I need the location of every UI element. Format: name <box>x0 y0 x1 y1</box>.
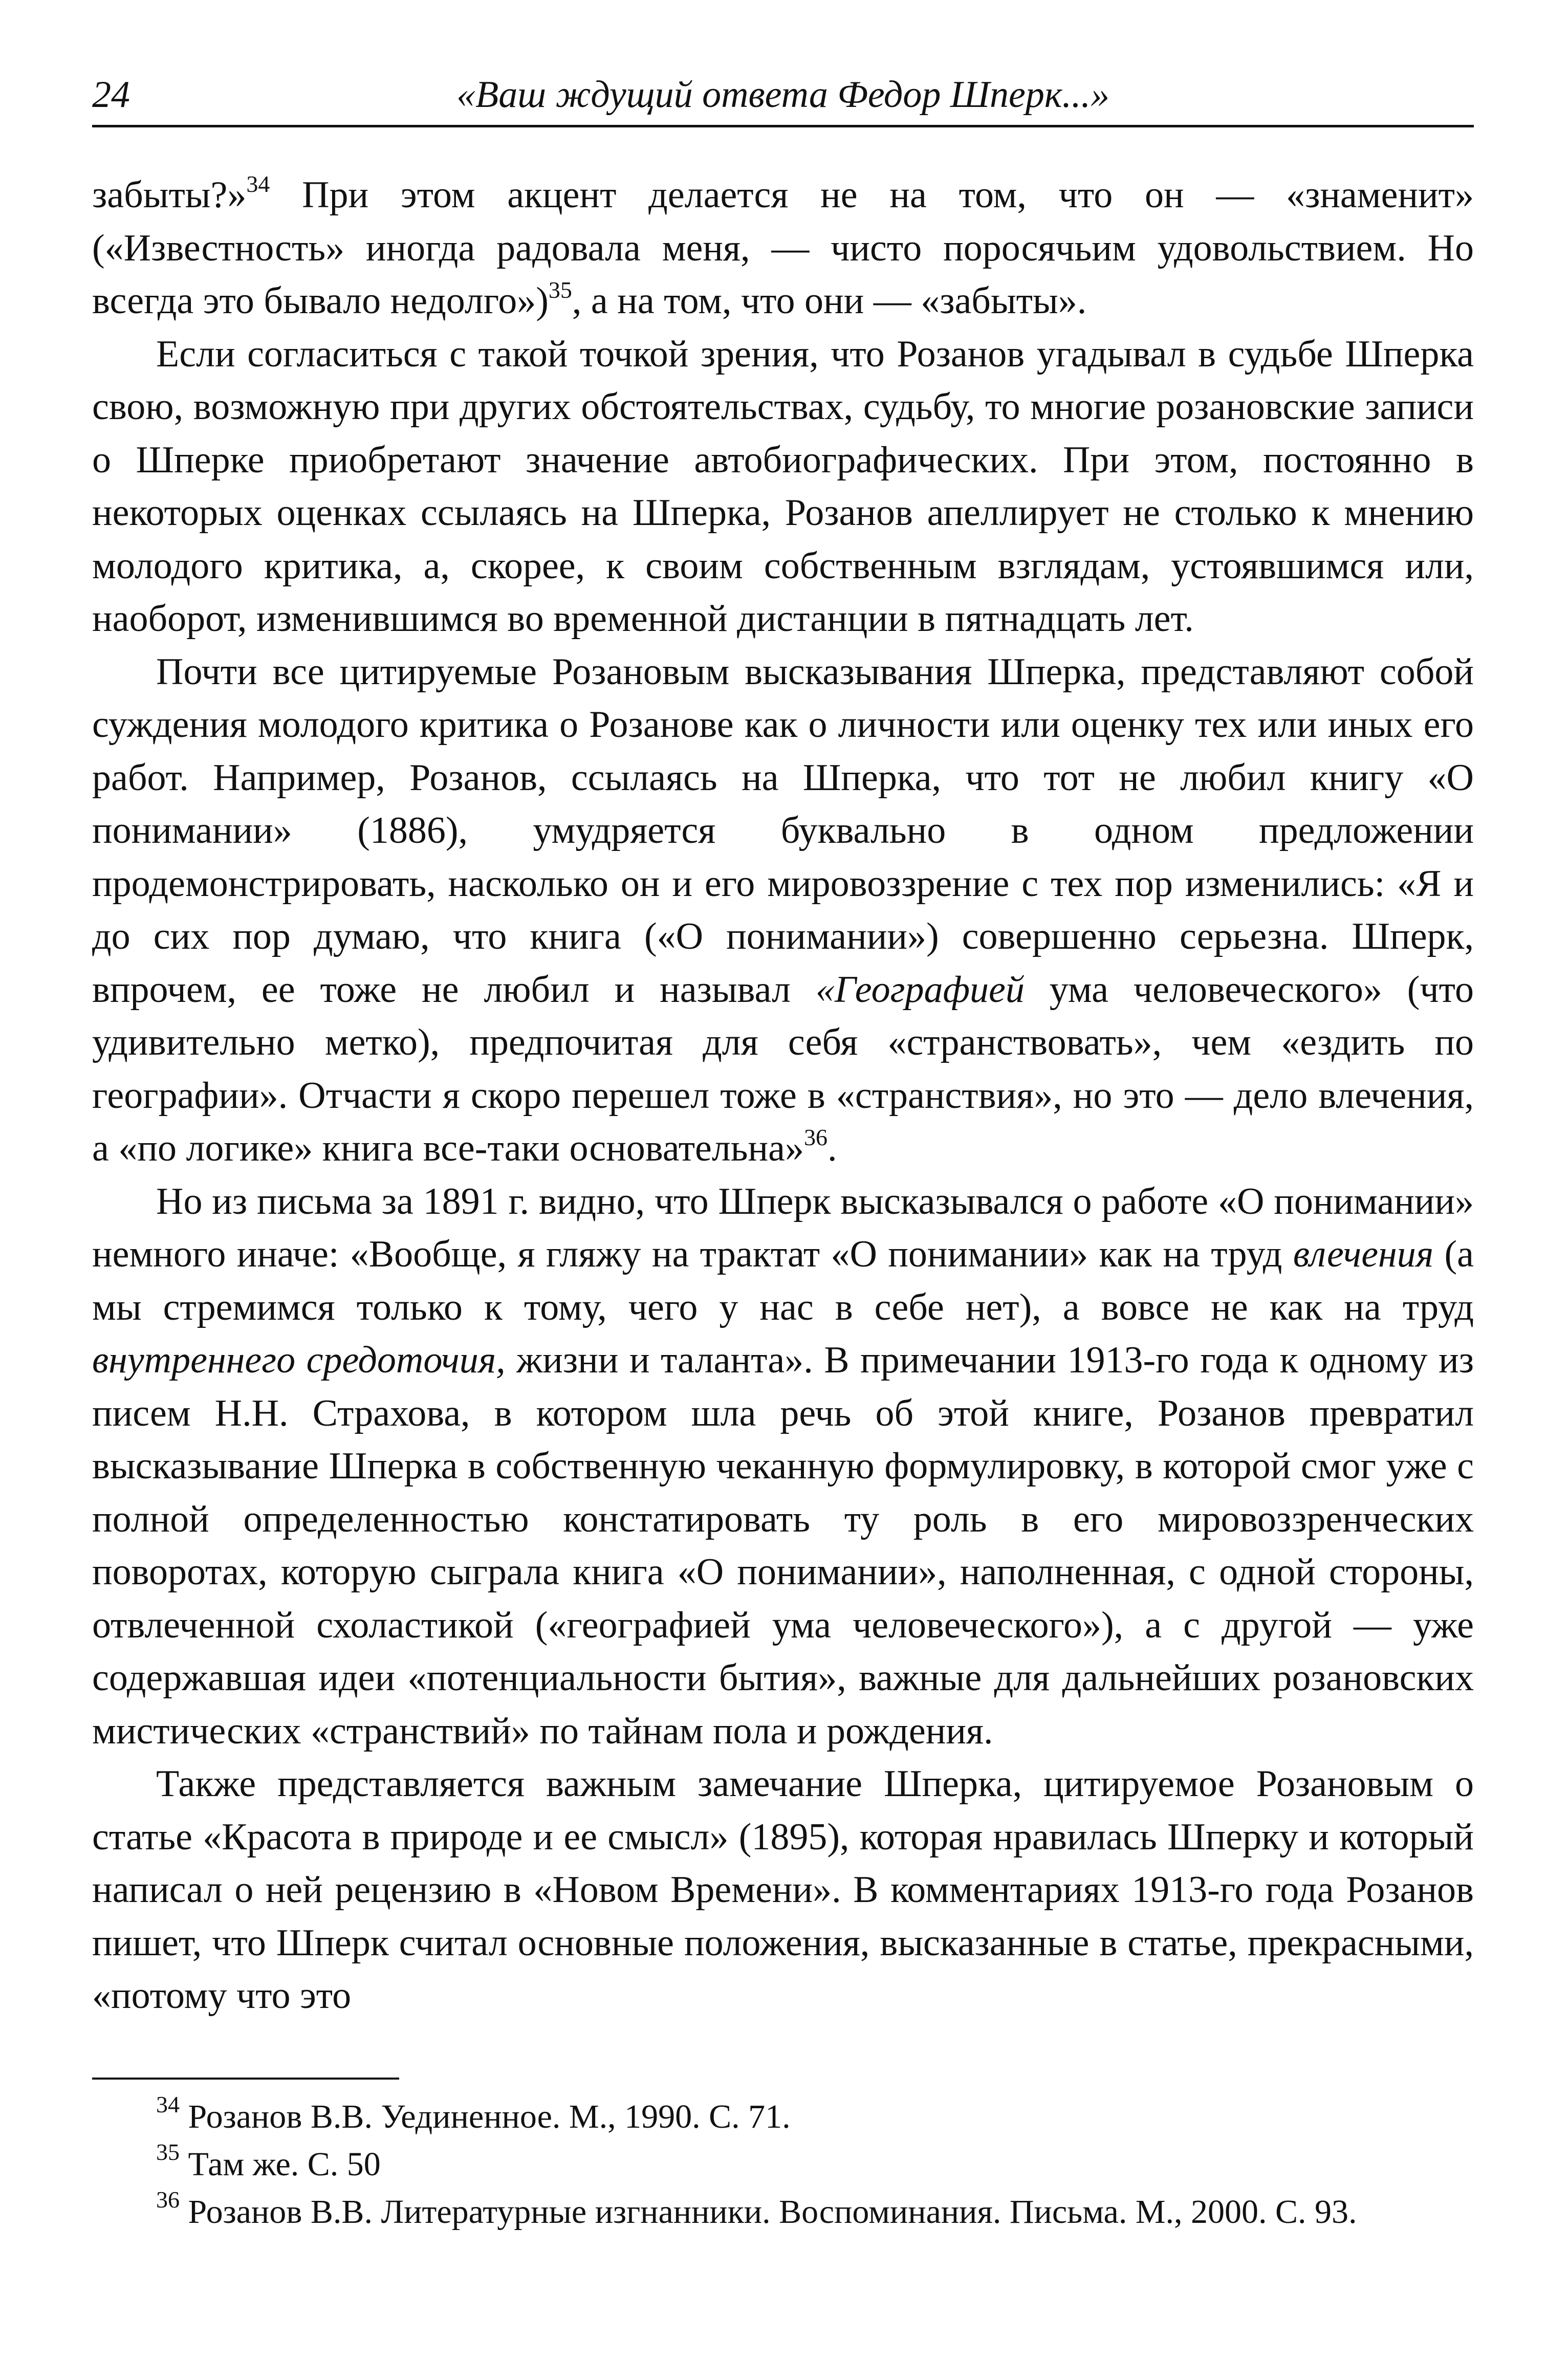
paragraph-4-text-c: жизни и таланта». В примечании 1913-го года к одному из писем Н.Н. Страхова, в котором шла речь об этой книге, Розанов превратил высказывание Шперка в собственную чеканную формулировку, в которой смог уже с полной определенностью констатировать ту роль в его мировоззренческих поворотах, которую сыграла книга «О понимании», наполненная, с одной стороны, отвлеченной схоластикой («географией ума человеческого»), а с другой — уже содержавшая идеи «потенциальности бытия», важные для дальнейших розановских мистических «странствий» по тайнам пола и рождения. <box>92 1339 1474 1752</box>
paragraph-4-italic-1: влечения <box>1293 1233 1434 1275</box>
footnote-rule <box>92 2078 399 2080</box>
footnote-number: 34 <box>156 2091 180 2117</box>
footnote-34 <box>92 2093 1474 2140</box>
paragraph-3-text-c: . <box>827 1127 837 1169</box>
header-rule <box>92 125 1474 127</box>
footnote-text: Там же. С. 50 <box>180 2146 381 2183</box>
footnote-number: 36 <box>156 2187 180 2213</box>
footnote-35 <box>92 2140 1474 2188</box>
paragraph-4 <box>92 1175 1474 1758</box>
footnote-36 <box>92 2188 1474 2236</box>
footnote-ref-35: 35 <box>548 277 572 303</box>
footnote-number: 35 <box>156 2139 180 2165</box>
paragraph-1-text-b: При этом акцент делается не на том, что он — «знаменит» («Известность» иногда радовала меня, — чисто поросячьим удовольствием. Но всегда это бывало недолго») <box>92 174 1474 322</box>
footnote-ref-36: 36 <box>804 1124 828 1150</box>
running-head <box>92 67 1474 123</box>
body-text <box>92 169 1474 2023</box>
paragraph-5: Также представляется важным замечание Шперка, цитируемое Розановым о статье «Красота в природе и ее смысл» (1895), которая нравилась Шперку и который написал о ней рецензию в «Новом Времени». В комментариях 1913-го года Розанов пишет, что Шперк считал основные положения, высказанные в статье, прекрасными, «потому что это <box>92 1763 1474 2017</box>
paragraph-4-text-b: (а мы стремимся только к тому, чего у нас в себе нет), а вовсе не как на труд <box>92 1233 1474 1328</box>
page-number: 24 <box>92 74 130 116</box>
footnote-ref-34: 34 <box>246 171 270 197</box>
footnotes <box>92 2093 1474 2236</box>
paragraph-1-text-c: , а на том, что они — «забыты». <box>572 280 1087 322</box>
paragraph-3-text-b: ума человеческого» (что удивительно метко), предпочитая для себя «странствовать», чем «ездить по географии». Отчасти я скоро перешел тоже в «странствия», но это — дело влечения, а «по логике» книга все-таки основательна» <box>92 968 1474 1169</box>
paragraph-4-text-a: Но из письма за 1891 г. видно, что Шперк высказывался о работе «О понимании» немного иначе: «Вообще, я гляжу на трактат «О понимании» как на труд <box>92 1180 1474 1275</box>
footnote-text: Розанов В.В. Уединенное. М., 1990. С. 71. <box>180 2098 791 2135</box>
footnote-text: Розанов В.В. Литературные изгнанники. Воспоминания. Письма. М., 2000. С. 93. <box>180 2193 1357 2231</box>
paragraph-3-text-a: Почти все цитируемые Розановым высказывания Шперка, представляют собой суждения молодого критика о Розанове как о личности или оценку тех или иных его работ. Например, Розанов, ссылаясь на Шперка, что тот не любил книгу «О понимании» (1886), умудряется буквально в одном предложении продемонстрировать, насколько он и его мировоззрение с тех пор изменились: «Я и до сих пор думаю, что книга («О понимании») совершенно серьезна. Шперк, впрочем, ее тоже не любил и называл <box>92 650 1474 1011</box>
paragraph-3 <box>92 646 1474 1175</box>
paragraph-2: Если согласиться с такой точкой зрения, что Розанов угадывал в судьбе Шперка свою, возможную при других обстоятельствах, судьбу, то многие розановские записи о Шперке приобретают значение автобиографических. При этом, постоянно в некоторых оценках ссылаясь на Шперка, Розанов апеллирует не столько к мнению молодого критика, а, скорее, к своим собственным взглядам, устоявшимся или, наоборот, изменившимся во временной дистанции в пятнадцать лет. <box>92 333 1474 640</box>
paragraph-3-italic: «Географией <box>815 968 1025 1011</box>
paragraph-1-text-a: забыты?» <box>92 174 247 216</box>
paragraph-4-italic-2: внутреннего средоточия, <box>92 1339 506 1381</box>
running-title: «Ваш ждущий ответа Федор Шперк...» <box>456 74 1109 116</box>
paragraph-1 <box>92 169 1474 328</box>
